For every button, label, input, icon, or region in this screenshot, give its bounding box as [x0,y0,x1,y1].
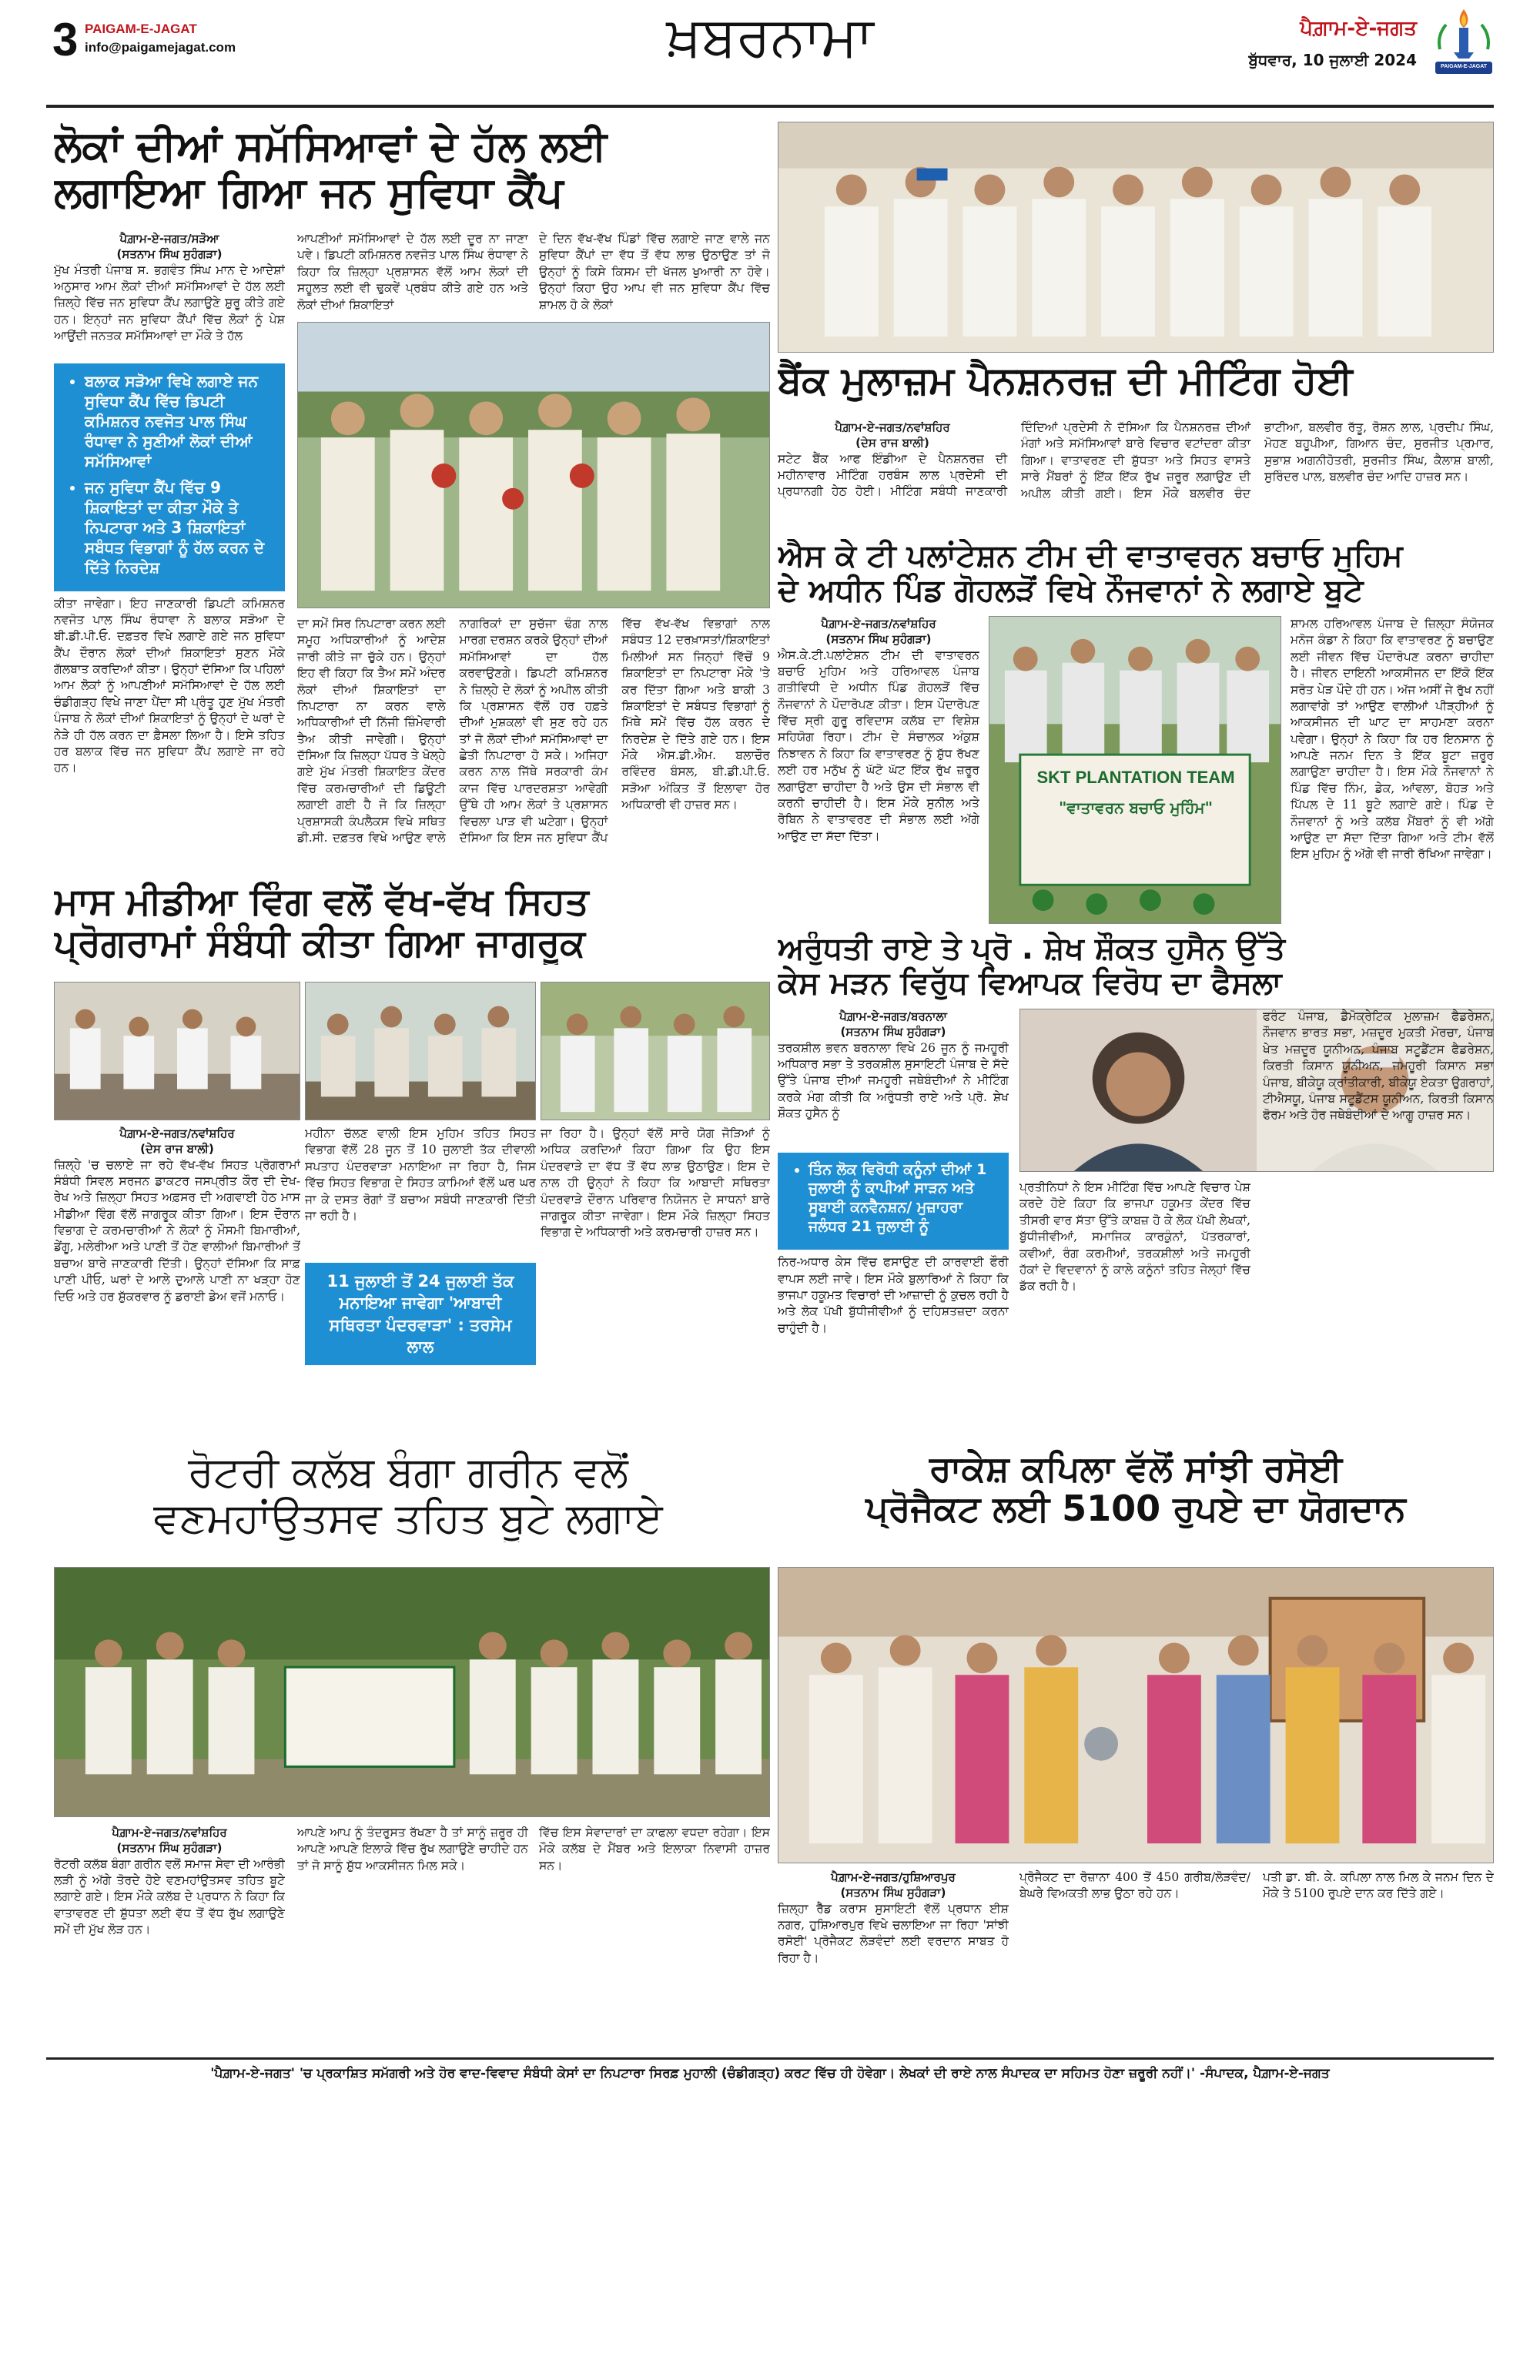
plantation-banner-sub: "ਵਾਤਾਵਰਨ ਬਚਾਓ ਮੁਹਿੰਮ" [1059,798,1213,817]
story1-col-c: ਦੇ ਦਿਨ ਵੱਖ-ਵੱਖ ਪਿੰਡਾਂ ਵਿੱਚ ਲਗਾਏ ਜਾਣ ਵਾਲੇ ਜਨ ਸੁਵਿਧਾ ਕੈਂਪਾਂ ਦਾ ਵੱਧ ਤੋਂ ਵੱਧ ਲਾਭ ਉਠਾਉਣ ਤਾਂ ਜੋ ਉਨ੍ਹਾਂ ਨੂੰ ਕਿਸੇ ਕਿਸਮ ਦੀ ਖੱਜਲ ਖੁਆਰੀ ਨਾ ਹੋਵੇ। ਉਨ੍ਹਾਂ ਕਿਹਾ ਉਹ ਆਪ ਵੀ ਜਨ ਸੁਵਿਧਾ ਕੈਂਪ ਵਿੱਚ ਸ਼ਾਮਲ ਹੋ ਕੇ ਲੋਕਾਂ [539,232,770,312]
story1-highlights [65,371,274,577]
story5-intro: ਤਰਕਸ਼ੀਲ ਭਵਨ ਬਰਨਾਲਾ ਵਿਖੇ 26 ਜੂਨ ਨੂੰ ਜਮਹੂਰੀ ਅਧਿਕਾਰ ਸਭਾ ਤੇ ਤਰਕਸ਼ੀਲ ਸੁਸਾਇਟੀ ਪੰਜਾਬ ਦੇ ਸੱਦੇ ਉੱਤੇ ਪੰਜਾਬ ਦੀਆਂ ਜਮਹੂਰੀ ਜਥੇਬੰਦੀਆਂ ਨੇ ਮੀਟਿੰਗ ਕਰਕੇ ਮੰਗ ਕੀਤੀ ਕਿ ਅਰੁੰਧਤੀ ਰਾਏ ਅਤੇ ਪ੍ਰੋ. ਸ਼ੇਖ ਸ਼ੌਕਤ ਹੁਸੈਨ ਨੂੰ [778,1040,1009,1120]
story4-col-b-wrap [305,1126,536,1441]
story3-byline [778,616,979,648]
story6-col-b: ਆਪਣੇ ਆਪ ਨੂੰ ਤੰਦਰੁਸਤ ਰੱਖਣਾ ਹੈ ਤਾਂ ਸਾਨੂੰ ਜ਼ਰੂਰ ਹੀ ਆਪਣੇ ਆਪਣੇ ਇਲਾਕੇ ਵਿੱਚ ਰੁੱਖ ਲਗਾਉਣੇ ਚਾਹੀਦੇ ਹਨ ਤਾਂ ਜੋ ਸਾਨੂੰ ਸ਼ੁੱਧ ਆਕਸੀਜਨ ਮਿਲ ਸਕੇ। [297,1826,528,1873]
story1-headline-line2: ਲਗਾਇਆ ਗਿਆ ਜਨ ਸੁਵਿਧਾ ਕੈਂਪ [54,168,564,216]
story6-col-c: ਵਿੱਚ ਇਸ ਸੇਵਾਦਾਰਾਂ ਦਾ ਕਾਫਲਾ ਵਧਦਾ ਰਹੇਗਾ। ਇਸ ਮੌਕੇ ਕਲੱਬ ਦੇ ਮੈਂਬਰ ਅਤੇ ਇਲਾਕਾ ਨਿਵਾਸੀ ਹਾਜ਼ਰ ਸਨ। [539,1826,770,1873]
story2-byline-place: ਪੈਗ਼ਾਮ-ਏ-ਜਗਤ/ਨਵਾਂਸ਼ਹਿਰ [835,420,950,434]
story7-col-a: ਜ਼ਿਲ੍ਹਾ ਰੈੱਡ ਕਰਾਸ ਸੁਸਾਇਟੀ ਵੱਲੋਂ ਪ੍ਰਧਾਨ ਈਸ਼ ਨਗਰ, ਹੁਸ਼ਿਆਰਪੁਰ ਵਿਖੇ ਚਲਾਇਆ ਜਾ ਰਿਹਾ 'ਸਾਂਝੀ ਰਸੋਈ' ਪ੍ਰੋਜੈਕਟ ਲੋੜਵੰਦਾਂ ਲਈ ਵਰਦਾਨ ਸਾਬਤ ਹੋ ਰਿਹਾ ਹੈ। [778,1901,1009,1965]
story1-byline-place: ਪੈਗ਼ਾਮ-ਏ-ਜਗਤ/ਸੜੋਆ [119,232,219,246]
story1-cols-lower [297,616,770,876]
story5-headline [778,932,1494,1001]
health-awareness-photo-2 [306,982,535,1120]
story5-highlights [788,1160,998,1237]
story1-col-a-rest: ਕੀਤਾ ਜਾਵੇਗਾ। ਇਹ ਜਾਣਕਾਰੀ ਡਿਪਟੀ ਕਮਿਸ਼ਨਰ ਨਵਜੋਤ ਪਾਲ ਸਿੰਘ ਰੰਧਾਵਾ ਨੇ ਬਲਾਕ ਸੜੋਆ ਦੇ ਬੀ.ਡੀ.ਪੀ.ਓ. ਦਫ਼ਤਰ ਵਿਖੇ ਲਗਾਏ ਗਏ ਜਨ ਸੁਵਿਧਾ ਕੈਂਪ ਦੌਰਾਨ ਲੋਕਾਂ ਦੀਆਂ ਸ਼ਿਕਾਇਤਾਂ ਸੁਣਨ ਮੌਕੇ ਗੱਲਬਾਤ ਕਰਦਿਆਂ ਕੀਤਾ। ਉਨ੍ਹਾਂ ਦੱਸਿਆ ਕਿ ਪਹਿਲਾਂ ਆਮ ਲੋਕਾਂ ਨੂੰ ਆਪਣੀਆਂ ਸਮੱਸਿਆਵਾਂ ਦੇ ਹੱਲ ਲਈ ਚੰਡੀਗੜ੍ਹ ਵਿਖੇ ਜਾਣਾ ਪੈਂਦਾ ਸੀ ਪ੍ਰੰਤੂ ਹੁਣ ਮੁੱਖ ਮੰਤਰੀ ਪੰਜਾਬ ਨੇ ਲੋਕਾਂ ਦੀਆਂ ਸ਼ਿਕਾਇਤਾਂ ਨੂੰ ਉਨ੍ਹਾਂ ਦੇ ਘਰਾਂ ਦੇ ਨੇੜੇ ਹੀ ਹੱਲ ਕਰਨ ਦਾ ਫ਼ੈਸਲਾ ਲਿਆ ਹੈ। ਇਸੇ ਤਹਿਤ ਹਰ ਬਲਾਕ ਵਿੱਚ ਜਨ ਸੁਵਿਧਾ ਕੈਂਪ ਲਗਾਏ ਜਾ ਰਹੇ ਹਨ। [54,596,285,775]
story4-headline-line1: ਮਾਸ ਮੀਡੀਆ ਵਿੰਗ ਵਲੋਂ ਵੱਖ-ਵੱਖ ਸਿਹਤ [54,882,589,923]
story6-byline-place: ਪੈਗ਼ਾਮ-ਏ-ਜਗਤ/ਨਵਾਂਸ਼ਹਿਰ [112,1826,227,1839]
rotary-plantation-photo-image [55,1568,769,1816]
story4-photo-left [54,982,300,1120]
story4-byline [54,1126,300,1157]
donation-photo-image [778,1568,1493,1863]
story5-byline-author: (ਸਤਨਾਮ ਸਿੰਘ ਸੁਹੰਗੜਾ) [840,1025,946,1039]
story7-col-a-wrap [778,1870,1009,2050]
story4-headline-line2: ਪ੍ਰੋਗਰਾਮਾਂ ਸੰਬੰਧੀ ਕੀਤਾ ਗਿਆ ਜਾਗਰੂਕ [54,921,585,965]
story1-byline [54,231,285,263]
story2-byline-author: (ਦੇਸ ਰਾਜ ਬਾਲੀ) [855,436,929,450]
story6-byline [54,1825,285,1856]
paper-name: PAIGAM-E-JAGAT [85,22,197,36]
story1-highlights-box [54,363,285,591]
story1-byline-author: (ਸਤਨਾਮ ਸਿੰਘ ਸੁਹੰਗੜਾ) [116,247,223,262]
story4-col-a-wrap [54,1126,300,1441]
story6-headline-line1: ਰੋਟਰੀ ਕਲੱਬ ਬੰਗਾ ਗਰੀਨ ਵਲੋਂ [188,1449,628,1496]
story5-col-a-rest: ਨਿਰ-ਅਧਾਰ ਕੇਸ ਵਿੱਚ ਫਸਾਉਣ ਦੀ ਕਾਰਵਾਈ ਫੌਰੀ ਵਾਪਸ ਲਈ ਜਾਵੇ। ਇਸ ਮੌਕੇ ਬੁਲਾਰਿਆਂ ਨੇ ਕਿਹਾ ਕਿ ਭਾਜਪਾ ਹਕੂਮਤ ਵਿਚਾਰਾਂ ਦੀ ਆਜ਼ਾਦੀ ਨੂੰ ਕੁਚਲ ਰਹੀ ਹੈ ਅਤੇ ਲੋਕ ਪੱਖੀ ਬੁੱਧੀਜੀਵੀਆਂ ਨੂੰ ਦਹਿਸ਼ਤਜ਼ਦਾ ਕਰਨਾ ਚਾਹੁੰਦੀ ਹੈ। [778,1255,1009,1335]
story1-intro: ਮੁੱਖ ਮੰਤਰੀ ਪੰਜਾਬ ਸ. ਭਗਵੰਤ ਸਿੰਘ ਮਾਨ ਦੇ ਆਦੇਸ਼ਾਂ ਅਨੁਸਾਰ ਆਮ ਲੋਕਾਂ ਦੀਆਂ ਸਮੱਸਿਆਵਾਂ ਦੇ ਹੱਲ ਲਈ ਜ਼ਿਲ੍ਹੇ ਵਿੱਚ ਜਨ ਸੁਵਿਧਾ ਕੈਂਪ ਲਗਾਉਣੇ ਸ਼ੁਰੂ ਕੀਤੇ ਗਏ ਹਨ। ਇਨ੍ਹਾਂ ਜਨ ਸੁਵਿਧਾ ਕੈਂਪਾਂ ਵਿੱਚ ਲੋਕਾਂ ਨੂੰ ਪੇਸ਼ ਆਉਂਦੀ ਜਨਤਕ ਸਮੱਸਿਆਵਾਂ ਦਾ ਮੌਕੇ ਤੇ ਹੱਲ [54,263,285,343]
paper-logo [1431,5,1497,79]
story2-body-cols [778,420,1494,535]
story7-byline-author: (ਸਤਨਾਮ ਸਿੰਘ ਸੁਹੰਗੜਾ) [840,1886,946,1900]
story1-headline-line1: ਲੋਕਾਂ ਦੀਆਂ ਸਮੱਸਿਆਵਾਂ ਦੇ ਹੱਲ ਲਈ [54,123,608,170]
story7-photo [778,1567,1494,1863]
story6-photo [54,1567,770,1817]
story6-headline [54,1449,762,1542]
masthead-right: ਪੈਗ਼ਾਮ-ਏ-ਜਗਤ [1300,17,1417,40]
page-header [0,0,1540,115]
email-link[interactable]: info@paigamejagat.com [85,40,236,55]
story1-col-left [54,231,285,876]
story5-col-b: ਪ੍ਰਤੀਨਿਧਾਂ ਨੇ ਇਸ ਮੀਟਿੰਗ ਵਿੱਚ ਆਪਣੇ ਵਿਚਾਰ ਪੇਸ਼ ਕਰਦੇ ਹੋਏ ਕਿਹਾ ਕਿ ਭਾਜਪਾ ਹਕੂਮਤ ਕੇਂਦਰ ਵਿੱਚ ਤੀਸਰੀ ਵਾਰ ਸੱਤਾ ਉੱਤੇ ਕਾਬਜ਼ ਹੋ ਕੇ ਲੋਕ ਪੱਖੀ ਲੇਖਕਾਂ, ਬੁੱਧੀਜੀਵੀਆਂ, ਸਮਾਜਿਕ ਕਾਰਕੁੰਨਾਂ, ਪੱਤਰਕਾਰਾਂ, ਕਵੀਆਂ, ਰੰਗ ਕਰਮੀਆਂ, ਤਰਕਸ਼ੀਲਾਂ ਅਤੇ ਜਮਹੂਰੀ ਹੱਕਾਂ ਦੇ ਵਿਦਵਾਨਾਂ ਨੂੰ ਕਾਲੇ ਕਨੂੰਨਾਂ ਤਹਿਤ ਜੇਲ੍ਹਾਂ ਵਿੱਚ ਡੱਕ ਰਹੀ ਹੈ। [1019,1180,1250,1294]
story4-callout: 11 ਜੁਲਾਈ ਤੋਂ 24 ਜੁਲਾਈ ਤੱਕ ਮਨਾਇਆ ਜਾਵੇਗਾ 'ਆਬਾਦੀ ਸਥਿਰਤਾ ਪੰਦਰਵਾੜਾ' : ਤਰਸੇਮ ਲਾਲ [305,1263,536,1365]
story5-col-c: ਫਰੰਟ ਪੰਜਾਬ, ਡੈਮੋਕ੍ਰੇਟਿਕ ਮੁਲਾਜ਼ਮ ਫੈਡਰੇਸ਼ਨ, ਨੌਜਵਾਨ ਭਾਰਤ ਸਭਾ, ਮਜ਼ਦੂਰ ਮੁਕਤੀ ਮੋਰਚਾ, ਪੰਜਾਬ ਖੇਤ ਮਜ਼ਦੂਰ ਯੂਨੀਅਨ, ਪੰਜਾਬ ਸਟੂਡੈਂਟਸ ਫੈਡਰੇਸ਼ਨ, ਕਿਰਤੀ ਕਿਸਾਨ ਯੂਨੀਅਨ, ਜਮਹੂਰੀ ਕਿਸਾਨ ਸਭਾ ਪੰਜਾਬ, ਬੀਕੇਯੂ ਕ੍ਰਾਂਤੀਕਾਰੀ, ਬੀਕੇਯੂ ਏਕਤਾ ਉਗਰਾਹਾਂ, ਟੀਐਸਯੂ, ਪੰਜਾਬ ਸਟੂਡੈਂਟਸ ਯੂਨੀਅਨ, ਕਿਰਤੀ ਕਿਸਾਨ ਫੋਰਮ ਅਤੇ ਹੋਰ ਜਥੇਬੰਦੀਆਂ ਦੇ ਆਗੂ ਹਾਜ਼ਰ ਸਨ। [1263,1009,1494,1123]
story7-headline-line2: ਪ੍ਰੋਜੈਕਟ ਲਈ 5100 ਰੁਪਏ ਦਾ ਯੋਗਦਾਨ [865,1487,1406,1529]
story5-col-left [778,1009,1009,1440]
story7-headline-line1: ਰਾਕੇਸ਼ ਕਪਿਲਾ ਵੱਲੋਂ ਸਾਂਝੀ ਰਸੋਈ [929,1449,1343,1489]
story7-headline [778,1449,1494,1528]
story6-col-a-wrap [54,1825,285,2048]
story7-byline-place: ਪੈਗ਼ਾਮ-ਏ-ਜਗਤ/ਹੁਸ਼ਿਆਰਪੁਰ [831,1870,956,1884]
story1-headline [54,123,762,216]
bank-pensioners-photo-image [778,122,1493,352]
story3-body-right: ਸ਼ਾਮਲ ਹਰਿਆਵਲ ਪੰਜਾਬ ਦੇ ਜ਼ਿਲ੍ਹਾ ਸੰਯੋਜਕ ਮਨੋਜ ਕੰਡਾ ਨੇ ਕਿਹਾ ਕਿ ਵਾਤਾਵਰਣ ਨੂੰ ਬਚਾਉਣ ਲਈ ਜੀਵਨ ਵਿੱਚ ਪੌਦਾਰੋਪਣ ਕਰਨਾ ਚਾਹੀਦਾ ਹੈ। ਜੀਵਨ ਦਾਇਨੀ ਆਕਸੀਜਨ ਦਾ ਇੱਕੋ ਇੱਕ ਸਰੋਤ ਪੇੜ ਪੌਦੇ ਹੀ ਹਨ। ਅੱਜ ਅਸੀਂ ਜੇ ਰੁੱਖ ਨਹੀਂ ਲਗਾਵਾਂਗੇ ਤਾਂ ਆਉਣ ਵਾਲੀਆਂ ਪੀੜ੍ਹੀਆਂ ਨੂੰ ਆਕਸੀਜਨ ਦੀ ਘਾਟ ਦਾ ਸਾਹਮਣਾ ਕਰਨਾ ਪਵੇਗਾ। ਉਨ੍ਹਾਂ ਨੇ ਕਿਹਾ ਕਿ ਹਰ ਇਨਸਾਨ ਨੂੰ ਆਪਣੇ ਜਨਮ ਦਿਨ ਤੇ ਇੱਕ ਬੂਟਾ ਜ਼ਰੂਰ ਲਗਾਉਣਾ ਚਾਹੀਦਾ ਹੈ। ਇਸ ਮੌਕੇ ਨੌਜਵਾਨਾਂ ਨੇ ਪਿੰਡ ਵਿੱਚ ਨਿੰਮ, ਡੇਕ, ਆਂਵਲਾ, ਬੋਹੜ ਅਤੇ ਪਿੱਪਲ ਦੇ 11 ਬੂਟੇ ਲਗਾਏ ਗਏ। ਪਿੰਡ ਦੇ ਨੌਜਵਾਨਾਂ ਨੂੰ ਅਤੇ ਕਲੱਬ ਮੈਂਬਰਾਂ ਨੂੰ ਵੀ ਅੱਗੇ ਆਉਣ ਦਾ ਸੱਦਾ ਦਿੱਤਾ ਗਿਆ ਅਤੇ ਟੀਮ ਵੱਲੋਂ ਇਸ ਮੁਹਿਮ ਨੂੰ ਅੱਗੇ ਵੀ ਜਾਰੀ ਰੱਖਿਆ ਜਾਵੇਗਾ। [1291,617,1494,862]
story5-headline-line1: ਅਰੁੰਧਤੀ ਰਾਏ ਤੇ ਪ੍ਰੋ . ਸ਼ੇਖ ਸ਼ੌਕਤ ਹੁਸੈਨ ਉੱਤੇ [778,932,1285,966]
story2-headline: ਬੈਂਕ ਮੁਲਾਜ਼ਮ ਪੈਨਸ਼ਨਰਜ਼ ਦੀ ਮੀਟਿੰਗ ਹੋਈ [778,359,1353,402]
story6-byline-author: (ਸਤਨਾਮ ਸਿੰਘ ਸੁਹੰਗੜਾ) [116,1841,223,1856]
story7-byline [778,1870,1009,1901]
issue-date: ਬੁੱਧਵਾਰ, 10 ਜੁਲਾਈ 2024 [1248,51,1417,69]
story3-byline-place: ਪੈਗ਼ਾਮ-ਏ-ਜਗਤ/ਨਵਾਂਸ਼ਹਿਰ [821,617,936,631]
story1-highlight-2: • ਜਨ ਸੁਵਿਧਾ ਕੈਂਪ ਵਿੱਚ 9 ਸ਼ਿਕਾਇਤਾਂ ਦਾ ਕੀਤਾ ਮੌਕੇ ਤੇ ਨਿਪਟਾਰਾ ਅਤੇ 3 ਸ਼ਿਕਾਇਤਾਂ ਸਬੰਧਤ ਵਿਭਾਗਾਂ ਨੂੰ ਹੱਲ ਕਰਨ ਦੇ ਦਿੱਤੇ ਨਿਰਦੇਸ਼ [85,477,274,577]
story5-highlight-box [778,1153,1009,1250]
story6-col-a: ਰੋਟਰੀ ਕਲੱਬ ਬੰਗਾ ਗਰੀਨ ਵਲੋਂ ਸਮਾਜ ਸੇਵਾ ਦੀ ਆਰੰਭੀ ਲੜੀ ਨੂੰ ਅੱਗੇ ਤੋਰਦੇ ਹੋਏ ਵਣਮਹਾਂਉਤਸਵ ਤਹਿਤ ਬੂਟੇ ਲਗਾਏ ਗਏ। ਇਸ ਮੌਕੇ ਕਲੱਬ ਦੇ ਪ੍ਰਧਾਨ ਨੇ ਕਿਹਾ ਕਿ ਵਾਤਾਵਰਣ ਦੀ ਸ਼ੁੱਧਤਾ ਲਈ ਵੱਧ ਤੋਂ ਵੱਧ ਰੁੱਖ ਲਗਾਉਣੇ ਸਮੇਂ ਦੀ ਮੁੱਖ ਲੋੜ ਹਨ। [54,1856,285,1936]
health-awareness-photo-3 [541,982,769,1120]
story5-byline-place: ਪੈਗ਼ਾਮ-ਏ-ਜਗਤ/ਬਰਨਾਲਾ [839,1009,947,1023]
header-rule [46,105,1494,108]
section-title: ਖ਼ਬਰਨਾਮਾ [666,4,874,69]
page-number: 3 [52,14,79,65]
story4-byline-author: (ਦੇਸ ਰਾਜ ਬਾਲੀ) [140,1142,214,1157]
story3-headline-line2: ਦੇ ਅਧੀਨ ਪਿੰਡ ਗੋਹਲੜੋਂ ਵਿਖੇ ਨੌਜਵਾਨਾਂ ਨੇ ਲਗਾਏ ਬੂਟੇ [778,572,1364,608]
story2-body-wrap [778,420,1494,535]
story3-body-left: ਐਸ.ਕੇ.ਟੀ.ਪਲਾਂਟੇਸ਼ਨ ਟੀਮ ਦੀ ਵਾਤਾਵਰਨ ਬਚਾਓ ਮੁਹਿਮ ਅਤੇ ਹਰਿਆਵਲ ਪੰਜਾਬ ਗਤੀਵਿਧੀ ਦੇ ਅਧੀਨ ਪਿੰਡ ਗੋਹਲੜੋਂ ਵਿੱਚ ਨੌਜਵਾਨਾਂ ਨੇ ਪੌਦਾਰੋਪਣ ਕੀਤਾ। ਇਸ ਪੌਦਾਰੋਪਣ ਵਿੱਚ ਸ੍ਰੀ ਗੁਰੂ ਰਵਿਦਾਸ ਕਲੱਬ ਦਾ ਵਿਸ਼ੇਸ਼ ਸਹਿਯੋਗ ਰਿਹਾ। ਟੀਮ ਦੇ ਸੰਚਾਲਕ ਅੰਕੁਸ਼ ਨਿਝਾਵਨ ਨੇ ਕਿਹਾ ਕਿ ਵਾਤਾਵਰਣ ਨੂੰ ਸ਼ੁੱਧ ਰੱਖਣ ਲਈ ਹਰ ਮਨੁੱਖ ਨੂੰ ਘੱਟੋ ਘੱਟ ਇੱਕ ਰੁੱਖ ਜ਼ਰੂਰ ਲਗਾਉਣਾ ਚਾਹੀਦਾ ਹੈ ਅਤੇ ਉਸ ਦੀ ਸੰਭਾਲ ਵੀ ਕਰਨੀ ਚਾਹੀਦੀ ਹੈ। ਇਸ ਮੌਕੇ ਸੁਨੀਲ ਅਤੇ ਰੋਬਿਨ ਨੇ ਵਾਤਾਵਰਣ ਦੀ ਸੰਭਾਲ ਲਈ ਅੱਗੇ ਆਉਣ ਦਾ ਸੱਦਾ ਦਿੱਤਾ। [778,648,979,843]
story2-body: ਸਟੇਟ ਬੈਂਕ ਆਫ ਇੰਡੀਆ ਦੇ ਪੈਨਸ਼ਨਰਜ਼ ਦੀ ਮਹੀਨਾਵਾਰ ਮੀਟਿੰਗ ਹਰਬੰਸ ਲਾਲ ਪ੍ਰਦੇਸੀ ਦੀ ਪ੍ਰਧਾਨਗੀ ਹੇਠ ਹੋਈ। ਮੀਟਿੰਗ ਸਬੰਧੀ ਜਾਣਕਾਰੀ ਦਿੰਦਿਆਂ ਪ੍ਰਦੇਸੀ ਨੇ ਦੱਸਿਆ ਕਿ ਪੈਨਸ਼ਨਰਜ਼ ਦੀਆਂ ਮੰਗਾਂ ਅਤੇ ਸਮੱਸਿਆਵਾਂ ਬਾਰੇ ਵਿਚਾਰ ਵਟਾਂਦਰਾ ਕੀਤਾ ਗਿਆ। ਵਾਤਾਵਰਣ ਦੀ ਸ਼ੁੱਧਤਾ ਅਤੇ ਸਿਹਤ ਵਾਸਤੇ ਸਾਰੇ ਮੈਂਬਰਾਂ ਨੂੰ ਇੱਕ ਇੱਕ ਰੁੱਖ ਜ਼ਰੂਰ ਲਗਾਉਣ ਦੀ ਅਪੀਲ ਕੀਤੀ ਗਈ। ਇਸ ਮੌਕੇ ਬਲਵੀਰ ਚੰਦ ਭਾਟੀਆ, ਬਲਵੀਰ ਰੱਤੂ, ਰੋਸ਼ਨ ਲਾਲ, ਪ੍ਰਦੀਪ ਸਿੰਘ, ਮੋਹਣ ਬਹੂਪੀਆ, ਗਿਆਨ ਚੰਦ, ਸੁਰਜੀਤ ਪ੍ਰਮਾਰ, ਸੁਭਾਸ਼ ਅਗਨੀਹੋਤਰੀ, ਸੁਰਜੀਤ ਸਿੰਘ, ਕੈਲਾਸ਼ ਬਾਲੀ, ਸੁਰਿੰਦਰ ਪਾਲ, ਬਲਵੀਰ ਚੰਦ ਆਦਿ ਹਾਜ਼ਰ ਸਨ। [778,420,1494,500]
story7-col-c: ਪਤੀ ਡਾ. ਬੀ. ਕੇ. ਕਪਿਲਾ ਨਾਲ ਮਿਲ ਕੇ ਜਨਮ ਦਿਨ ਦੇ ਮੌਕੇ ਤੇ 5100 ਰੁਪਏ ਦਾਨ ਕਰ ਦਿੱਤੇ ਗਏ। [1263,1870,1494,1901]
story1-highlight-1: • ਬਲਾਕ ਸੜੋਆ ਵਿਖੇ ਲਗਾਏ ਜਨ ਸੁਵਿਧਾ ਕੈਂਪ ਵਿੱਚ ਡਿਪਟੀ ਕਮਿਸ਼ਨਰ ਨਵਜੋਤ ਪਾਲ ਸਿੰਘ ਰੰਧਾਵਾ ਨੇ ਸੁਣੀਆਂ ਲੋਕਾਂ ਦੀਆਂ ਸਮੱਸਿਆਵਾਂ [85,371,274,471]
story1-col-d: ਦਾ ਸਮੇਂ ਸਿਰ ਨਿਪਟਾਰਾ ਕਰਨ ਲਈ ਸਮੂਹ ਅਧਿਕਾਰੀਆਂ ਨੂੰ ਆਦੇਸ਼ ਜਾਰੀ ਕੀਤੇ ਜਾ ਚੁੱਕੇ ਹਨ। ਉਨ੍ਹਾਂ ਇਹ ਵੀ ਕਿਹਾ ਕਿ ਤੈਅ ਸਮੇਂ ਅੰਦਰ ਲੋਕਾਂ ਦੀਆਂ ਸ਼ਿਕਾਇਤਾਂ ਦਾ ਨਿਪਟਾਰਾ ਨਾ ਕਰਨ ਵਾਲੇ ਅਧਿਕਾਰੀਆਂ ਦੀ ਨਿੱਜੀ ਜ਼ਿੰਮੇਵਾਰੀ ਤੈਅ ਕੀਤੀ ਜਾਵੇਗੀ। ਉਨ੍ਹਾਂ ਦੱਸਿਆ ਕਿ ਜ਼ਿਲ੍ਹਾ ਪੱਧਰ ਤੇ ਖੋਲ੍ਹੇ ਗਏ ਮੁੱਖ ਮੰਤਰੀ ਸ਼ਿਕਾਇਤ ਕੇਂਦਰ ਵਿੱਚ ਕਰਮਚਾਰੀਆਂ ਦੀ ਡਿਊਟੀ ਲਗਾਈ ਗਈ ਹੈ ਜੋ ਕਿ ਜ਼ਿਲ੍ਹਾ ਪ੍ਰਸ਼ਾਸਕੀ ਕੰਪਲੈਕਸ ਵਿਖੇ ਸਥਿਤ ਡੀ.ਸੀ. ਦਫ਼ਤਰ ਵਿਖੇ ਆਉਣ ਵਾਲੇ ਨਾਗਰਿਕਾਂ ਦਾ ਸੁਚੱਜਾ ਢੰਗ ਨਾਲ ਮਾਰਗ ਦਰਸ਼ਨ ਕਰਕੇ ਉਨ੍ਹਾਂ ਦੀਆਂ ਸਮੱਸਿਆਵਾਂ ਦਾ ਹੱਲ ਕਰਵਾਉਣਗੇ। ਡਿਪਟੀ ਕਮਿਸ਼ਨਰ ਨੇ ਜ਼ਿਲ੍ਹੇ ਦੇ ਲੋਕਾਂ ਨੂੰ ਅਪੀਲ ਕੀਤੀ ਕਿ ਪ੍ਰਸ਼ਾਸਨ ਵੱਲੋਂ ਹਰ ਹਫ਼ਤੇ [297,617,608,845]
logo-caption: PAIGAM-E-JAGAT [1440,64,1488,69]
health-awareness-photo-1 [55,982,300,1120]
story5-byline [778,1009,1009,1040]
story4-col-a: ਜ਼ਿਲ੍ਹੇ 'ਚ ਚਲਾਏ ਜਾ ਰਹੇ ਵੱਖ-ਵੱਖ ਸਿਹਤ ਪ੍ਰੋਗਰਾਮਾਂ ਸੰਬੰਧੀ ਸਿਵਲ ਸਰਜਨ ਡਾਕਟਰ ਜਸਪ੍ਰੀਤ ਕੌਰ ਦੀ ਦੇਖ-ਰੇਖ ਅਤੇ ਜ਼ਿਲ੍ਹਾ ਸਿਹਤ ਅਫ਼ਸਰ ਦੀ ਅਗਵਾਈ ਹੇਠ ਮਾਸ ਮੀਡੀਆ ਵਿੰਗ ਵੱਲੋਂ ਜਾਗਰੂਕ ਕੀਤਾ ਗਿਆ। ਇਸ ਦੌਰਾਨ ਵਿਭਾਗ ਦੇ ਕਰਮਚਾਰੀਆਂ ਨੇ ਲੋਕਾਂ ਨੂੰ ਮੌਸਮੀ ਬਿਮਾਰੀਆਂ, ਡੇਂਗੂ, ਮਲੇਰੀਆ ਅਤੇ ਪਾਣੀ ਤੋਂ ਹੋਣ ਵਾਲੀਆਂ ਬਿਮਾਰੀਆਂ ਤੋਂ ਬਚਾਅ ਬਾਰੇ ਜਾਣਕਾਰੀ ਦਿੱਤੀ। ਉਨ੍ਹਾਂ ਦੱਸਿਆ ਕਿ ਸਾਫ਼ ਪਾਣੀ ਪੀਓ, ਘਰਾਂ ਦੇ ਆਲੇ ਦੁਆਲੇ ਪਾਣੀ ਨਾ ਖੜ੍ਹਾ ਹੋਣ ਦਿਓ ਅਤੇ ਹਰ ਸ਼ੁੱਕਰਵਾਰ ਨੂੰ ਡਰਾਈ ਡੇਅ ਵਜੋਂ ਮਨਾਓ। [54,1157,300,1304]
story1-col-b: ਆਪਣੀਆਂ ਸਮੱਸਿਆਵਾਂ ਦੇ ਹੱਲ ਲਈ ਦੂਰ ਨਾ ਜਾਣਾ ਪਵੇ। ਡਿਪਟੀ ਕਮਿਸ਼ਨਰ ਨਵਜੋਤ ਪਾਲ ਸਿੰਘ ਰੰਧਾਵਾ ਨੇ ਕਿਹਾ ਕਿ ਜ਼ਿਲ੍ਹਾ ਪ੍ਰਸ਼ਾਸਨ ਵੱਲੋਂ ਆਮ ਲੋਕਾਂ ਦੀ ਸਹੂਲਤ ਲਈ ਵੀ ਢੁਕਵੇਂ ਪ੍ਰਬੰਧ ਕੀਤੇ ਗਏ ਹਨ ਅਤੇ ਲੋਕਾਂ ਦੀਆਂ ਸ਼ਿਕਾਇਤਾਂ [297,232,528,312]
footer-rule [46,2057,1494,2060]
story3-photo [989,616,1281,924]
story1-photo [297,322,770,608]
story7-col-b: ਪ੍ਰੋਜੈਕਟ ਦਾ ਰੋਜ਼ਾਨਾ 400 ਤੋਂ 450 ਗਰੀਬ/ਲੋੜਵੰਦ/ਬੇਘਰੇ ਵਿਅਕਤੀ ਲਾਭ ਉਠਾ ਰਹੇ ਹਨ। [1019,1870,1250,1901]
story6-headline-line2: ਵਣਮਹਾਂਉਤਸਵ ਤਹਿਤ ਬੂਟੇ ਲਗਾਏ [153,1494,663,1542]
plantation-banner-title: SKT PLANTATION TEAM [1036,768,1235,787]
story4-photo-mid [305,982,536,1120]
story4-headline [54,882,762,965]
story2-byline [778,420,1007,451]
story4-byline-place: ਪੈਗ਼ਾਮ-ਏ-ਜਗਤ/ਨਵਾਂਸ਼ਹਿਰ [119,1126,235,1140]
story2-photo [778,122,1494,353]
story3-headline-line1: ਐਸ ਕੇ ਟੀ ਪਲਾਂਟੇਸ਼ਨ ਟੀਮ ਦੀ ਵਾਤਾਵਰਨ ਬਚਾਓ ਮੁਹਿਮ [778,539,1403,574]
footer-disclaimer: 'ਪੈਗ਼ਾਮ-ਏ-ਜਗਤ' 'ਚ ਪ੍ਰਕਾਸ਼ਿਤ ਸਮੱਗਰੀ ਅਤੇ ਹੋਰ ਵਾਦ-ਵਿਵਾਦ ਸੰਬੰਧੀ ਕੇਸਾਂ ਦਾ ਨਿਪਟਾਰਾ ਸਿਰਫ਼ ਮੁਹਾਲੀ (ਚੰਡੀਗੜ੍ਹ) ਕਰਟ ਵਿੱਚ ਹੀ ਹੋਵੇਗਾ। ਲੇਖਕਾਂ ਦੀ ਰਾਏ ਨਾਲ ਸੰਪਾਦਕ ਦਾ ਸਹਿਮਤ ਹੋਣਾ ਜ਼ਰੂਰੀ ਨਹੀਂ।' -ਸੰਪਾਦਕ, ਪੈਗ਼ਾਮ-ਏ-ਜਗਤ [210,2066,1330,2081]
story3-headline [778,539,1494,608]
story5-headline-line2: ਕੇਸ ਮੜਨ ਵਿਰੁੱਧ ਵਿਆਪਕ ਵਿਰੋਧ ਦਾ ਫੈਸਲਾ [778,965,1282,1001]
story5-highlight: • ਤਿੰਨ ਲੋਕ ਵਿਰੋਧੀ ਕਨੂੰਨਾਂ ਦੀਆਂ 1 ਜੁਲਾਈ ਨੂੰ ਕਾਪੀਆਂ ਸਾੜਨ ਅਤੇ ਸੂਬਾਈ ਕਨਵੈਨਸ਼ਨ/ ਮੁਜ਼ਾਹਰਾ ਜਲੰਧਰ 21 ਜੁਲਾਈ ਨੂੰ [808,1160,998,1237]
story4-photo-right [541,982,770,1120]
story4-col-b: ਮਹੀਨਾ ਚੱਲਣ ਵਾਲੀ ਇਸ ਮੁਹਿਮ ਤਹਿਤ ਸਿਹਤ ਵਿਭਾਗ ਵੱਲੋਂ 28 ਜੂਨ ਤੋਂ 10 ਜੁਲਾਈ ਤੱਕ ਦੀਵਾਲੀ ਸਪਤਾਹ ਪੰਦਰਵਾੜਾ ਮਨਾਇਆ ਜਾ ਰਿਹਾ ਹੈ, ਜਿਸ ਵਿੱਚ ਸਿਹਤ ਵਿਭਾਗ ਦੇ ਸਿਹਤ ਕਾਮਿਆਂ ਵੱਲੋਂ ਘਰ ਘਰ ਜਾ ਕੇ ਦਸਤ ਰੋਗਾਂ ਤੋਂ ਬਚਾਅ ਸਬੰਧੀ ਜਾਣਕਾਰੀ ਦਿੱਤੀ ਜਾ ਰਹੀ ਹੈ। [305,1126,536,1223]
camp-photo-image [298,323,769,608]
story3-byline-author: (ਸਤਨਾਮ ਸਿੰਘ ਸੁਹੰਗੜਾ) [825,632,932,647]
story1-col-e: ਦੀਆਂ ਮੁਸ਼ਕਲਾਂ ਵੀ ਸੁਣ ਰਹੇ ਹਨ ਤਾਂ ਜੋ ਲੋਕਾਂ ਦੀਆਂ ਸਮੱਸਿਆਵਾਂ ਦਾ ਛੇਤੀ ਨਿਪਟਾਰਾ ਹੋ ਸਕੇ। ਅਜਿਹਾ ਕਰਨ ਨਾਲ ਜਿੱਥੇ ਸਰਕਾਰੀ ਕੰਮ ਕਾਜ ਵਿੱਚ ਪਾਰਦਰਸ਼ਤਾ ਆਵੇਗੀ ਉੱਥੇ ਹੀ ਆਮ ਲੋਕਾਂ ਤੇ ਪ੍ਰਸ਼ਾਸਨ ਵਿਚਲਾ ਪਾੜ ਵੀ ਘਟੇਗਾ। ਉਨ੍ਹਾਂ ਦੱਸਿਆ ਕਿ ਇਸ ਜਨ ਸੁਵਿਧਾ ਕੈਂਪ ਵਿੱਚ ਵੱਖ-ਵੱਖ ਵਿਭਾਗਾਂ ਨਾਲ ਸਬੰਧਤ 12 ਦਰਖ਼ਾਸਤਾਂ/ਸ਼ਿਕਾਇਤਾਂ ਮਿਲੀਆਂ ਸਨ ਜਿਨ੍ਹਾਂ ਵਿੱਚੋਂ 9 ਸ਼ਿਕਾਇਤਾਂ ਦਾ ਨਿਪਟਾਰਾ ਮੌਕੇ 'ਤੇ ਕਰ ਦਿੱਤਾ ਗਿਆ ਅਤੇ ਬਾਕੀ 3 ਸ਼ਿਕਾਇਤਾਂ ਦੇ ਸਬੰਧਤ ਵਿਭਾਗਾਂ ਨੂੰ ਮਿੱਥੇ ਸਮੇਂ ਵਿੱਚ ਹੱਲ ਕਰਨ ਦੇ ਨਿਰਦੇਸ਼ ਦੇ ਦਿੱਤੇ ਗਏ ਹਨ। ਇਸ ਮੌਕੇ ਐਸ.ਡੀ.ਐਮ. ਬਲਾਚੌਰ ਰਵਿੰਦਰ ਬੰਸਲ, ਬੀ.ਡੀ.ਪੀ.ਓ. ਸੜੋਆ ਅੰਕਿਤ ਤੋਂ ਇਲਾਵਾ ਹੋਰ ਅਧਿਕਾਰੀ ਵੀ ਹਾਜ਼ਰ ਸਨ। [459,617,770,845]
story4-col-c: ਜਾ ਰਿਹਾ ਹੈ। ਉਨ੍ਹਾਂ ਵੱਲੋਂ ਸਾਰੇ ਯੋਗ ਜੋੜਿਆਂ ਨੂੰ ਅਧਿਕ ਕਰਦਿਆਂ ਕਿਹਾ ਗਿਆ ਕਿ ਉਹ ਇਸ ਪੰਦਰਵਾੜੇ ਦਾ ਵੱਧ ਤੋਂ ਵੱਧ ਲਾਭ ਉਠਾਉਣ। ਇਸ ਦੇ ਨਾਲ ਹੀ ਉਨ੍ਹਾਂ ਨੇ ਕਿਹਾ ਕਿ ਆਬਾਦੀ ਸਥਿਰਤਾ ਪੰਦਰਵਾੜੇ ਦੌਰਾਨ ਪਰਿਵਾਰ ਨਿਯੋਜਨ ਦੇ ਸਾਧਨਾਂ ਬਾਰੇ ਜਾਗਰੂਕ ਕੀਤਾ ਜਾਵੇਗਾ। ਇਸ ਮੌਕੇ ਜ਼ਿਲ੍ਹਾ ਸਿਹਤ ਵਿਭਾਗ ਦੇ ਅਧਿਕਾਰੀ ਅਤੇ ਕਰਮਚਾਰੀ ਹਾਜ਼ਰ ਸਨ। [541,1126,770,1240]
